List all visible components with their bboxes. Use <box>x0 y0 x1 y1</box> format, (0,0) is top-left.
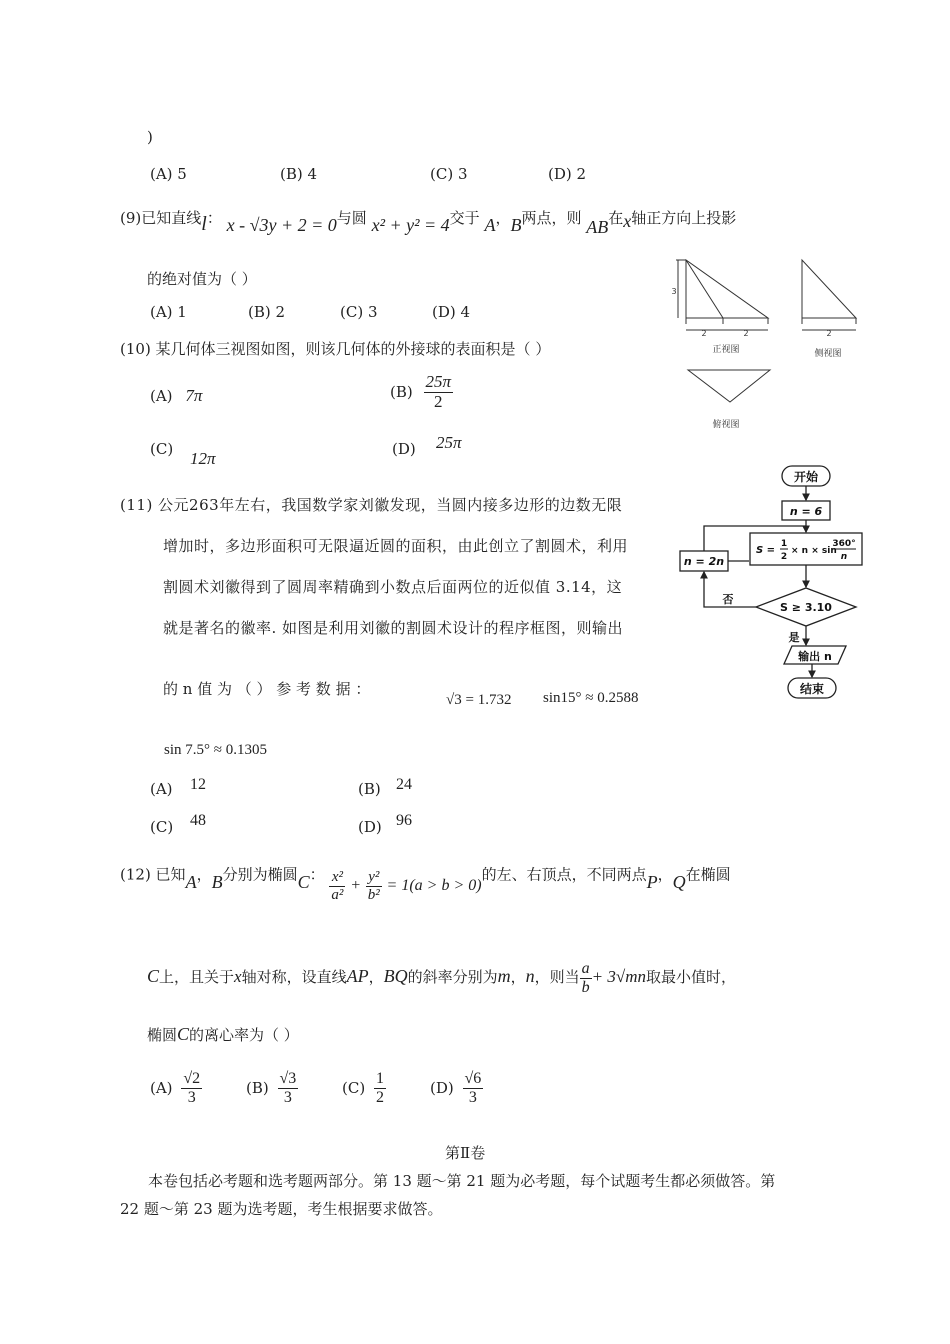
q12-stem-line2 <box>147 960 736 996</box>
fraction-denominator: 3 <box>187 1088 196 1106</box>
option-fraction <box>181 1070 202 1106</box>
q10-stem: (10) 某几何体三视图如图，则该几何体的外接球的表面积是（ ） <box>120 340 551 358</box>
q11-line-4: 就是著名的徽率. 如图是利用刘徽的割圆术设计的程序框图，则输出 <box>163 619 624 637</box>
q12-option-c <box>342 1070 386 1106</box>
q9-option-b: (B) 2 <box>248 303 286 321</box>
flow-calc-frac-den: 2 <box>780 552 788 562</box>
q12-comma: ， <box>510 968 526 987</box>
flow-condition-label: S ≥ 3.10 <box>780 601 832 614</box>
q9-text: 在 <box>608 209 624 227</box>
fraction-denominator: 3 <box>283 1088 292 1106</box>
q12-axis: x <box>234 967 242 987</box>
q12-ellipse-name: C <box>147 966 160 987</box>
q9-colon: ： <box>206 209 222 227</box>
side-view-label: 侧视图 <box>814 349 842 359</box>
q12-point-p: P <box>646 872 658 892</box>
q12-ellipse-name: C <box>297 872 310 892</box>
three-view-figure <box>668 252 868 436</box>
option-value: 7π <box>185 386 203 405</box>
option-fraction <box>424 373 454 411</box>
top-view-label: 俯视图 <box>712 420 740 430</box>
q12-text: 上，且关于 <box>159 968 235 987</box>
q9-text: 两点，则 <box>521 209 582 227</box>
q12-option-b <box>246 1070 298 1106</box>
q9-text: 交于 <box>449 209 480 227</box>
q11-option-c <box>150 818 173 836</box>
q11-option-b-value: 24 <box>396 776 412 793</box>
q12-ellipse-tail: = 1(a > b > 0) <box>386 877 482 894</box>
q12-comma: ， <box>196 865 212 884</box>
q8-tail: ) <box>147 128 153 146</box>
fraction-numerator: 25π <box>425 372 452 391</box>
side-view <box>802 260 856 330</box>
flow-calc-angle-num: 360° <box>832 539 856 549</box>
q9-text: 轴正方向上投影 <box>631 209 737 227</box>
q11-option-d-value: 96 <box>396 812 412 829</box>
q10-option-b <box>390 373 453 411</box>
q12-text: ，则当 <box>534 968 580 987</box>
q11-option-c-value: 48 <box>190 812 206 829</box>
q9-point-a: A <box>484 215 496 235</box>
q12-text: 分别为椭圆 <box>222 865 298 884</box>
q11-option-a-value: 12 <box>190 776 206 793</box>
q12-stem-line1: (12) 已知A，B分别为椭圆C： $\frac{\text{x²}}{\text{a²}}$ + $\frac{\text{y²}}{\text{b²}}$ = 1(a > b > 0)的左、右顶点，不同两点P，Q在椭圆 <box>120 865 731 903</box>
q12-text: 椭圆 <box>147 1026 178 1044</box>
q12-point-q: Q <box>672 872 686 892</box>
q8-option-d: (D) 2 <box>548 165 587 183</box>
side-dim-width: 2 <box>826 329 832 338</box>
q11-line-1: (11) 公元263年左右，我国数学家刘徽发现，当圆内接多边形的边数无限 <box>120 496 623 514</box>
fraction-numerator: 1 <box>375 1070 384 1087</box>
q9-comma: ， <box>495 209 511 227</box>
q11-line-5: 的 n 值 为 （ ） 参 考 数 据 ： <box>163 680 371 698</box>
q9-number: (9) <box>120 209 142 227</box>
q9-line-equation: x - √3y + 2 = 0 <box>226 215 337 235</box>
q9-text: 已知直线 <box>141 209 202 227</box>
fraction-numerator: x² <box>329 869 345 887</box>
option-label: (D) <box>392 440 416 458</box>
flow-update-label: n = 2n <box>683 555 725 568</box>
option-label: (C) <box>150 440 174 458</box>
q9-text: 与圆 <box>336 209 367 227</box>
part2-line1: 本卷包括必考题和选考题两部分。第 13 题～第 21 题为必考题，每个试题考生都必须做答。第 <box>148 1172 776 1190</box>
q10-option-d <box>392 440 416 458</box>
q12-comma: ， <box>368 968 384 987</box>
fraction-denominator: 2 <box>375 1088 384 1106</box>
flow-no-label: 否 <box>722 593 734 606</box>
q12-expression-fraction <box>580 960 592 996</box>
option-label: (A) <box>150 1079 173 1098</box>
q12-text: 的左、右顶点，不同两点 <box>481 865 647 884</box>
fraction-denominator: 2 <box>434 391 443 411</box>
fraction-denominator: b <box>581 978 590 996</box>
fraction-numerator: √6 <box>464 1070 482 1087</box>
q9-option-c: (C) 3 <box>340 303 378 321</box>
q11-option-a <box>150 780 173 798</box>
flow-calc-mid: × n × sin <box>791 546 837 556</box>
q12-line-bq: BQ <box>383 966 408 987</box>
q12-ellipse-name: C <box>177 1024 190 1044</box>
option-label: (B) <box>246 1079 269 1098</box>
fraction-numerator: √2 <box>183 1070 201 1087</box>
flow-init-label: n = 6 <box>789 505 823 518</box>
q8-option-b: (B) 4 <box>280 165 318 183</box>
option-label: (B) <box>358 780 381 798</box>
flow-output-label: 输出 n <box>798 650 832 663</box>
front-dim-width-left: 2 <box>701 329 707 338</box>
q12-comma: ， <box>657 865 673 884</box>
q9-segment: AB <box>586 217 609 237</box>
q12-text: 轴对称，设直线 <box>241 968 347 987</box>
front-dim-width-right: 2 <box>743 329 749 338</box>
fraction-numerator: √3 <box>279 1070 297 1087</box>
q11-option-d <box>358 818 382 836</box>
part2-line2: 22 题～第 23 题为选考题，考生根据要求做答。 <box>120 1200 443 1218</box>
q10-option-c-value: 12π <box>190 449 216 468</box>
option-label: (B) <box>390 383 413 402</box>
q10-option-c <box>150 440 173 458</box>
q12-option-a <box>150 1070 202 1106</box>
fraction-numerator: a <box>581 960 590 977</box>
q8-option-c: (C) 3 <box>430 165 468 183</box>
q12-point-a: A <box>185 872 197 892</box>
q12-text: 取最小值时， <box>646 968 737 987</box>
flowchart <box>672 460 872 710</box>
q9-option-a: (A) 1 <box>150 303 187 321</box>
q11-reference-sin75: sin 7.5° ≈ 0.1305 <box>164 742 267 758</box>
flow-yes-label: 是 <box>788 631 800 644</box>
q12-text: 在椭圆 <box>685 865 731 884</box>
option-label: (D) <box>358 818 382 836</box>
q12-colon: ： <box>309 865 325 884</box>
front-view-label: 正视图 <box>712 345 740 355</box>
fraction-numerator: y² <box>366 869 382 887</box>
option-fraction <box>463 1070 484 1106</box>
q12-option-d <box>430 1070 483 1106</box>
fraction-denominator: 3 <box>468 1088 477 1106</box>
flow-calc-frac-num: 1 <box>780 539 788 549</box>
q8-option-a: (A) 5 <box>150 165 187 183</box>
q12-line-ap: AP <box>346 966 369 987</box>
part2-title: 第Ⅱ卷 <box>445 1144 486 1162</box>
fraction-denominator: a² <box>331 886 344 903</box>
flow-end-label: 结束 <box>799 682 825 696</box>
option-label: (A) <box>150 387 173 405</box>
q10-option-a <box>150 386 202 406</box>
q11-reference-sqrt3: √3 = 1.732 <box>446 692 512 708</box>
top-view <box>688 370 770 402</box>
q9-line-name: l <box>201 213 207 235</box>
q9-option-d: (D) 4 <box>432 303 471 321</box>
flow-start-label: 开始 <box>793 470 819 484</box>
q12-ellipse-x-term <box>329 869 345 903</box>
q12-text: 的离心率为（ ） <box>189 1026 299 1044</box>
q11-line-2: 增加时，多边形面积可无限逼近圆的面积，由此创立了割圆术，利用 <box>163 537 629 555</box>
option-label: (C) <box>342 1079 366 1098</box>
q12-expression-tail: + 3√mn <box>591 967 646 987</box>
q12-point-b: B <box>211 872 223 892</box>
q9-axis: x <box>623 211 632 231</box>
flow-calc-angle-den: n <box>840 552 848 562</box>
q11-reference-sin15: sin15° ≈ 0.2588 <box>543 690 639 706</box>
q12-ellipse-y-term <box>366 869 382 903</box>
q12-text: (12) 已知 <box>120 865 186 884</box>
q9-circle-equation: x² + y² = 4 <box>371 215 450 235</box>
q9-stem-line2: 的绝对值为（ ） <box>147 270 257 288</box>
fraction-denominator: b² <box>367 886 380 903</box>
option-label: (C) <box>150 818 174 836</box>
flow-calc-prefix: S = <box>756 545 776 556</box>
q12-text: 的斜率分别为 <box>407 968 498 987</box>
option-fraction <box>278 1070 299 1106</box>
option-label: (A) <box>150 780 173 798</box>
q11-line-3: 割圆术刘徽得到了圆周率精确到小数点后面两位的近似值 3.14，这 <box>163 578 623 596</box>
front-dim-height: 3 <box>671 287 677 296</box>
q9-stem <box>120 206 737 237</box>
q12-stem-line3 <box>147 1024 299 1045</box>
option-fraction <box>374 1070 386 1106</box>
q12-slope-m: m <box>497 966 511 987</box>
front-view <box>676 260 768 330</box>
q9-point-b: B <box>510 215 522 235</box>
q10-option-d-value: 25π <box>436 433 462 452</box>
option-label: (D) <box>430 1079 454 1098</box>
q11-option-b <box>358 780 381 798</box>
q12-slope-n: n <box>525 966 535 987</box>
